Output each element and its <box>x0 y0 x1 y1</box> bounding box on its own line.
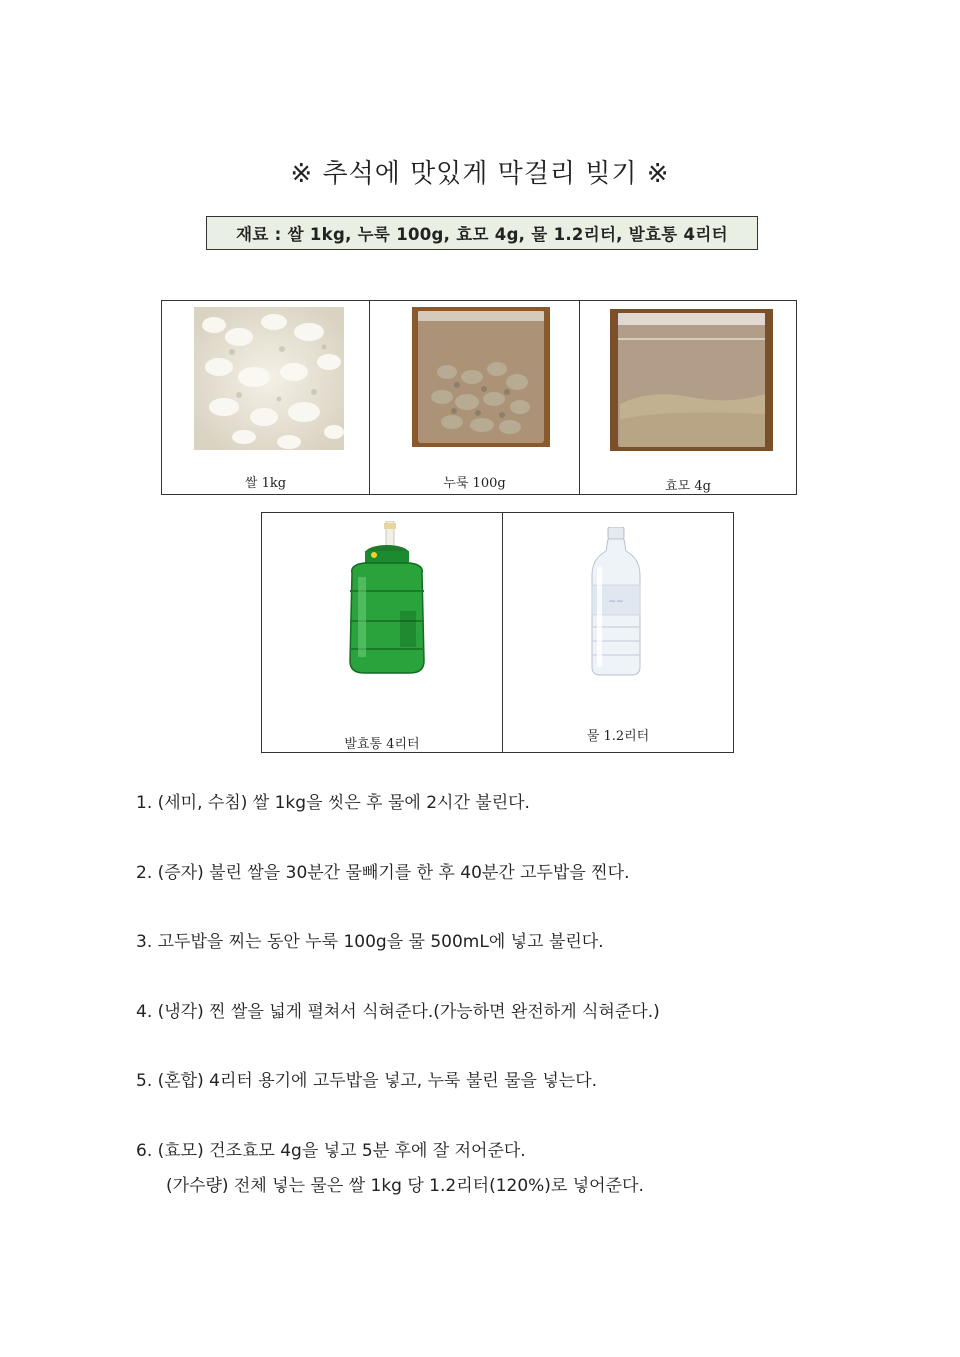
jar-caption: 발효통 4리터 <box>344 737 420 752</box>
page-title: ※ 추석에 맛있게 막걸리 빚기 ※ <box>290 159 670 189</box>
photo-cell-yeast <box>580 301 797 495</box>
step-6-note: (가수량) 전체 넣는 물은 쌀 1kg 당 1.2리터(120%)로 넣어준다. <box>166 1176 644 1196</box>
yeast-bag-photo-icon <box>610 309 773 451</box>
step-2: 2. (증자) 불린 쌀을 30분간 물빼기를 한 후 40분간 고두밥을 찐다. <box>136 863 630 883</box>
rice-caption: 쌀 1kg <box>244 476 287 491</box>
step-1: 1. (세미, 수침) 쌀 1kg을 씻은 후 물에 2시간 불린다. <box>136 793 530 813</box>
step-3: 3. 고두밥을 찌는 동안 누룩 100g을 물 500mL에 넣고 불린다. <box>136 932 604 952</box>
water-caption: 물 1.2리터 <box>586 729 650 744</box>
ingredients-box <box>206 216 758 250</box>
photo-cell-water <box>503 513 734 753</box>
step-4: 4. (냉각) 찐 쌀을 넓게 펼쳐서 식혀준다.(가능하면 완전하게 식혀준다.) <box>136 1002 660 1022</box>
nuruk-bag-photo-icon <box>412 307 550 447</box>
photo-cell-jar <box>262 513 503 753</box>
svg-text:~~: ~~ <box>608 597 624 607</box>
step-5: 5. (혼합) 4리터 용기에 고두밥을 넣고, 누룩 불린 물을 넣는다. <box>136 1071 598 1091</box>
yeast-caption: 효모 4g <box>665 479 711 494</box>
fermentation-jar-photo-icon <box>344 521 430 677</box>
ingredients-text: 재료 : 쌀 1kg, 누룩 100g, 효모 4g, 물 1.2리터, 발효통 4리터 <box>236 225 728 244</box>
nuruk-caption: 누룩 100g <box>443 476 506 491</box>
photo-table-row2 <box>261 512 734 753</box>
rice-photo-icon <box>194 307 344 450</box>
photo-cell-nuruk <box>370 301 580 495</box>
photo-table-row1 <box>161 300 797 495</box>
step-6: 6. (효모) 건조효모 4g을 넣고 5분 후에 잘 저어준다. <box>136 1141 526 1161</box>
water-bottle-photo-icon <box>588 527 644 677</box>
photo-cell-rice <box>162 301 370 495</box>
